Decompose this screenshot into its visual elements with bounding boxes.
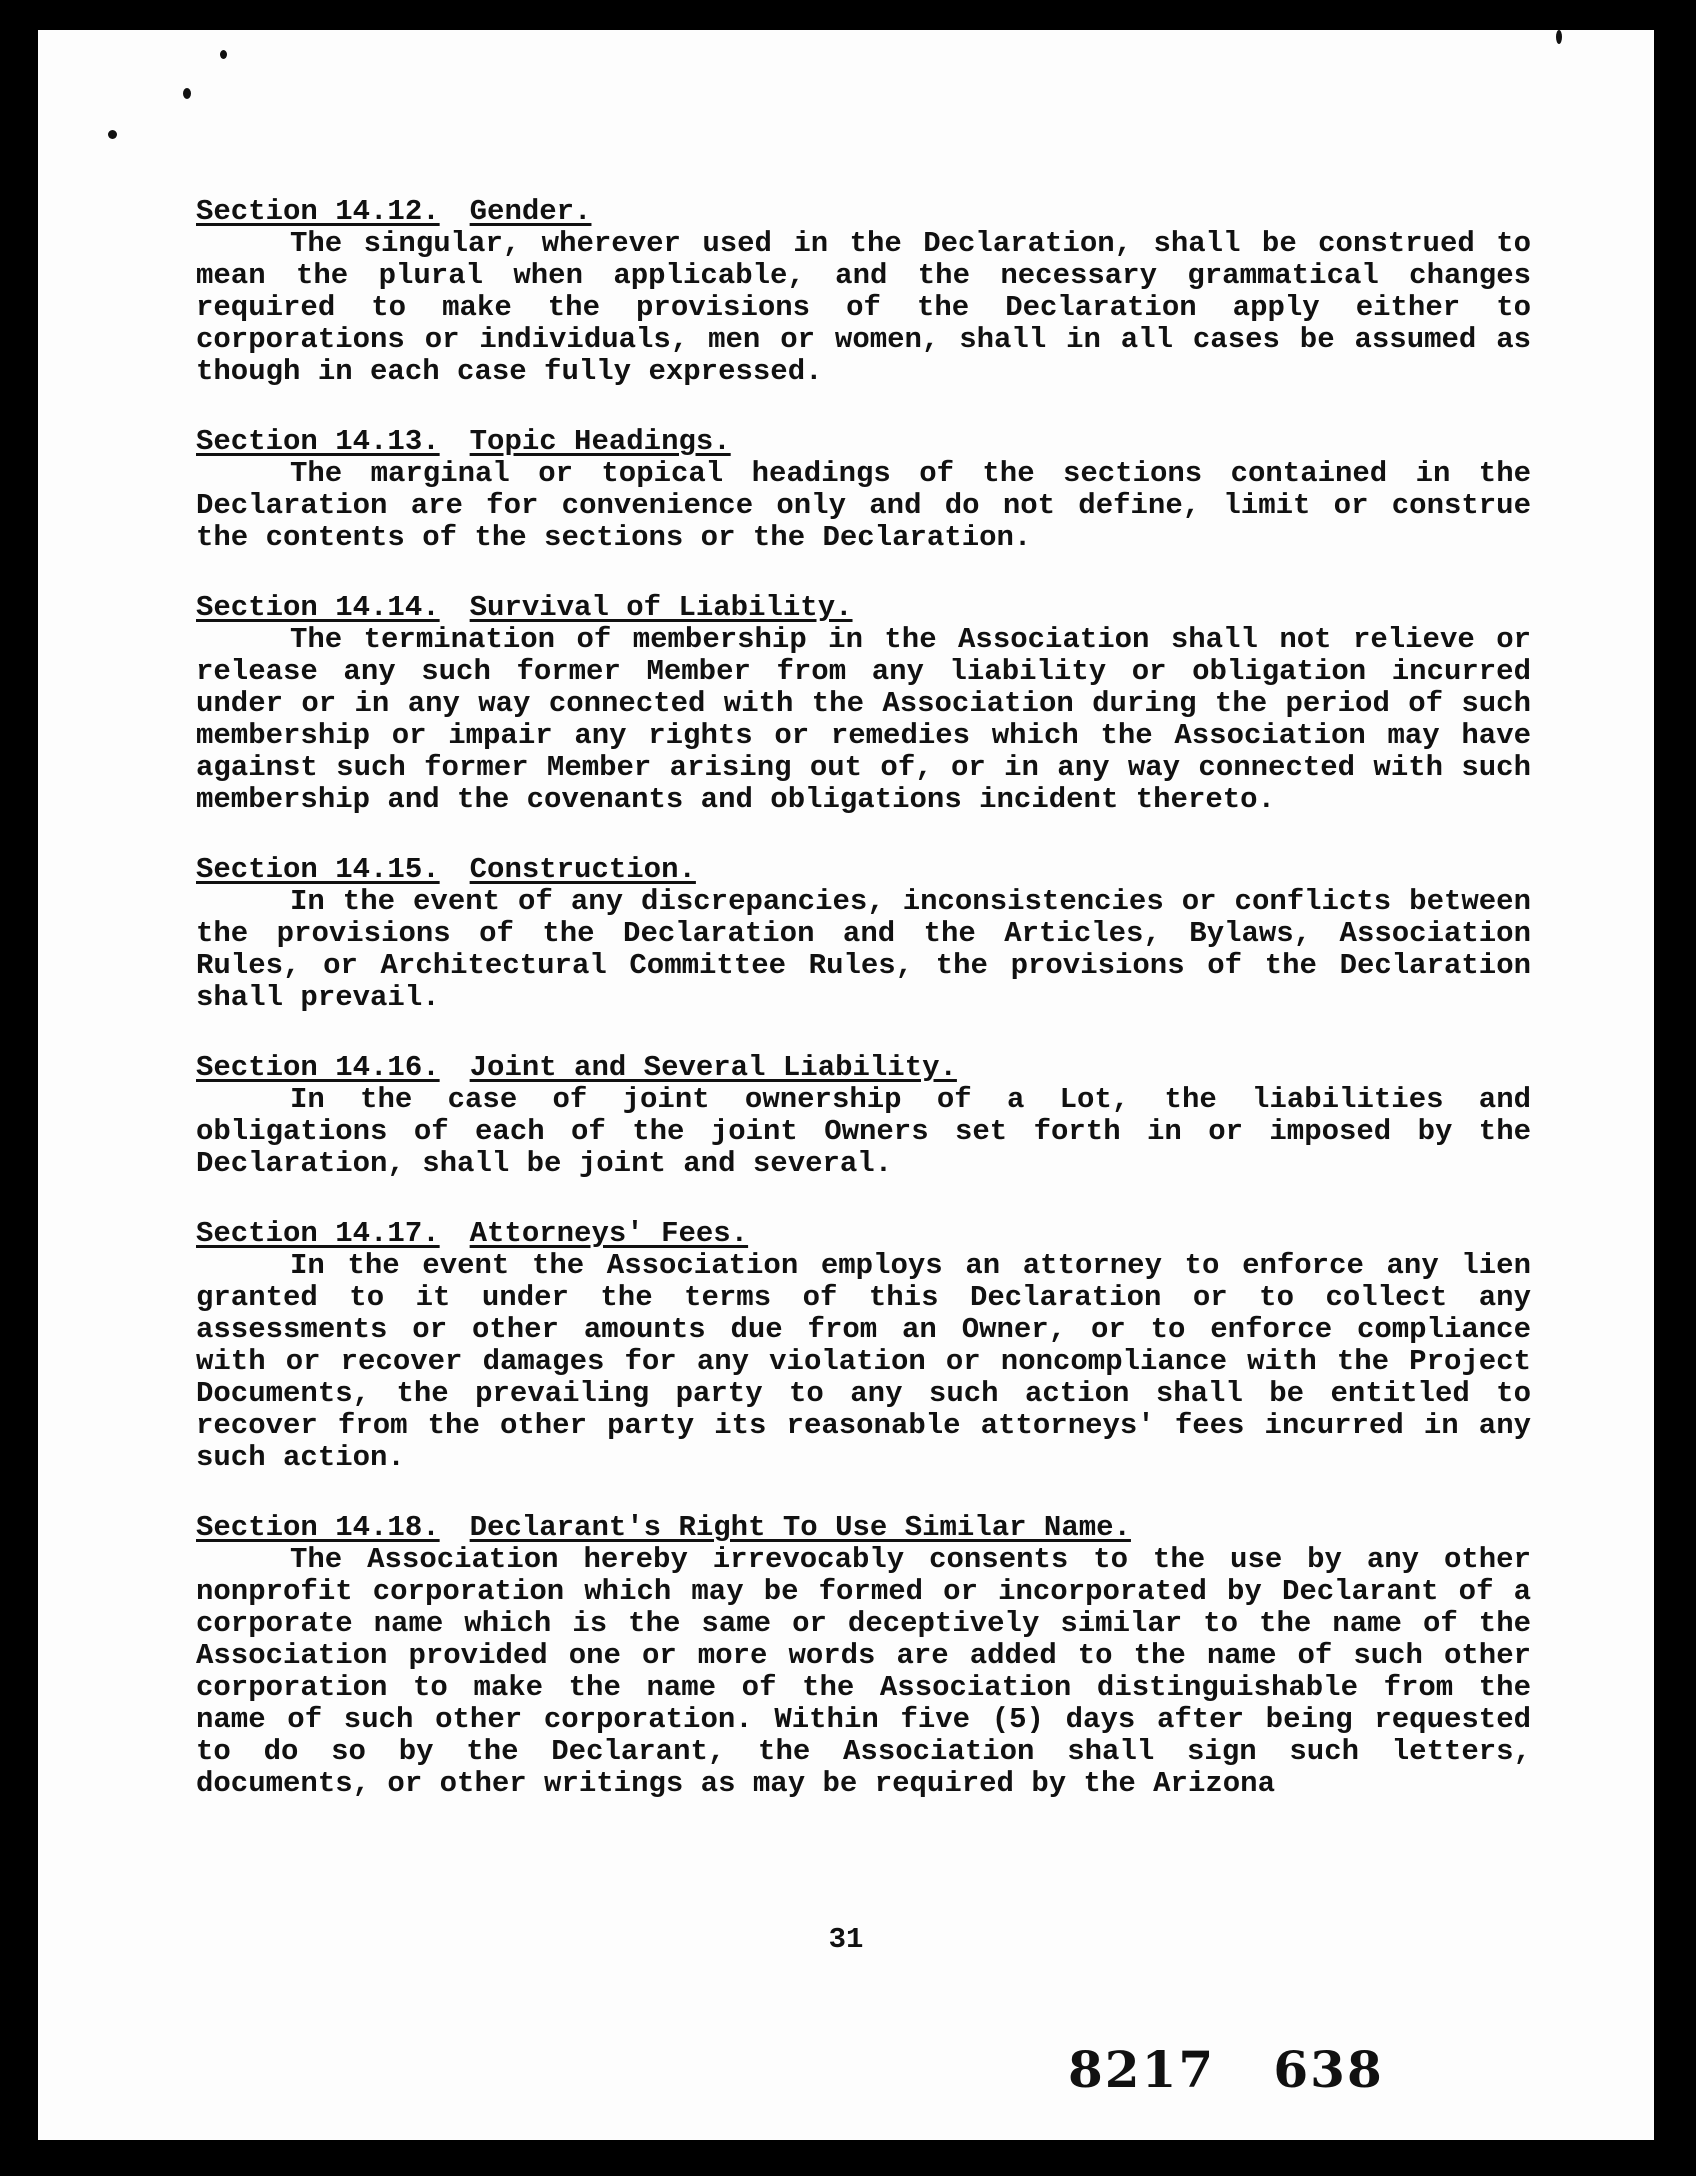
section-heading [196,1052,1531,1084]
section-number: Section 14.16. [196,1051,440,1084]
section-number: Section 14.17. [196,1217,440,1250]
scan-speck [108,130,117,139]
section-body: The marginal or topical headings of the sections contained in the Declaration are for convenience only and do not define, limit or construe the contents of the sections or the Declaration. [196,457,1531,554]
document-page [38,30,1654,2140]
section-14-14 [196,592,1531,816]
section-title: Attorneys' Fees. [469,1217,749,1250]
document-body [196,196,1531,1838]
section-body: The singular, wherever used in the Declaration, shall be construed to mean the plural when applicable, and the necessary grammatical changes required to make the provisions of the Declaration apply either to corporations or individuals, men or women, shall in all cases be assumed as though in each case fully expressed. [196,227,1531,388]
section-body: The termination of membership in the Association shall not relieve or release any such former Member from any liability or obligation incurred under or in any way connected with the Association during the period of such membership or impair any rights or remedies which the Association may have against such former Member arising out of, or in any way connected with such membership and the covenants and obligations incident thereto. [196,623,1531,816]
section-body: The Association hereby irrevocably consents to the use by any other nonprofit corporation which may be formed or incorporated by Declarant of a corporate name which is the same or deceptively similar to the name of the Association provided one or more words are added to the name of such other corporation to make the name of the Association distinguishable from the name of such other corporation. Within five (5) days after being requested to do so by the Declarant, the Association shall sign such letters, documents, or other writings as may be required by the Arizona [196,1543,1531,1800]
section-14-12 [196,196,1531,388]
section-14-13 [196,426,1531,554]
scan-speck [1556,30,1562,44]
section-heading [196,592,1531,624]
recording-stamp: 8217 638 [1068,2040,1384,2099]
section-number: Section 14.12. [196,195,440,228]
section-14-18 [196,1512,1531,1800]
section-title: Joint and Several Liability. [469,1051,957,1084]
section-title: Construction. [469,853,696,886]
section-body: In the event the Association employs an attorney to enforce any lien granted to it under the terms of this Declaration or to collect any assessments or other amounts due from an Owner, or to enforce compliance with or recover damages for any violation or noncompliance with the Project Documents, the prevailing party to any such action shall be entitled to recover from the other party its reasonable attorneys' fees incurred in any such action. [196,1249,1531,1474]
section-14-15 [196,854,1531,1014]
page-number: 31 [828,1923,864,1956]
section-title: Gender. [469,195,592,228]
section-title: Survival of Liability. [469,591,853,624]
section-number: Section 14.14. [196,591,440,624]
section-14-17 [196,1218,1531,1474]
section-heading [196,854,1531,886]
scan-speck [183,88,191,99]
section-number: Section 14.18. [196,1511,440,1544]
section-heading [196,196,1531,228]
section-title: Topic Headings. [469,425,731,458]
section-body: In the case of joint ownership of a Lot, the liabilities and obligations of each of the joint Owners set forth in or imposed by the Declaration, shall be joint and several. [196,1083,1531,1180]
section-number: Section 14.15. [196,853,440,886]
section-heading [196,426,1531,458]
section-heading [196,1512,1531,1544]
section-heading [196,1218,1531,1250]
section-number: Section 14.13. [196,425,440,458]
section-14-16 [196,1052,1531,1180]
scan-speck [220,50,227,59]
section-title: Declarant's Right To Use Similar Name. [469,1511,1131,1544]
section-body: In the event of any discrepancies, inconsistencies or conflicts between the provisions of the Declaration and the Articles, Bylaws, Association Rules, or Architectural Committee Rules, the provisions of the Declaration shall prevail. [196,885,1531,1014]
